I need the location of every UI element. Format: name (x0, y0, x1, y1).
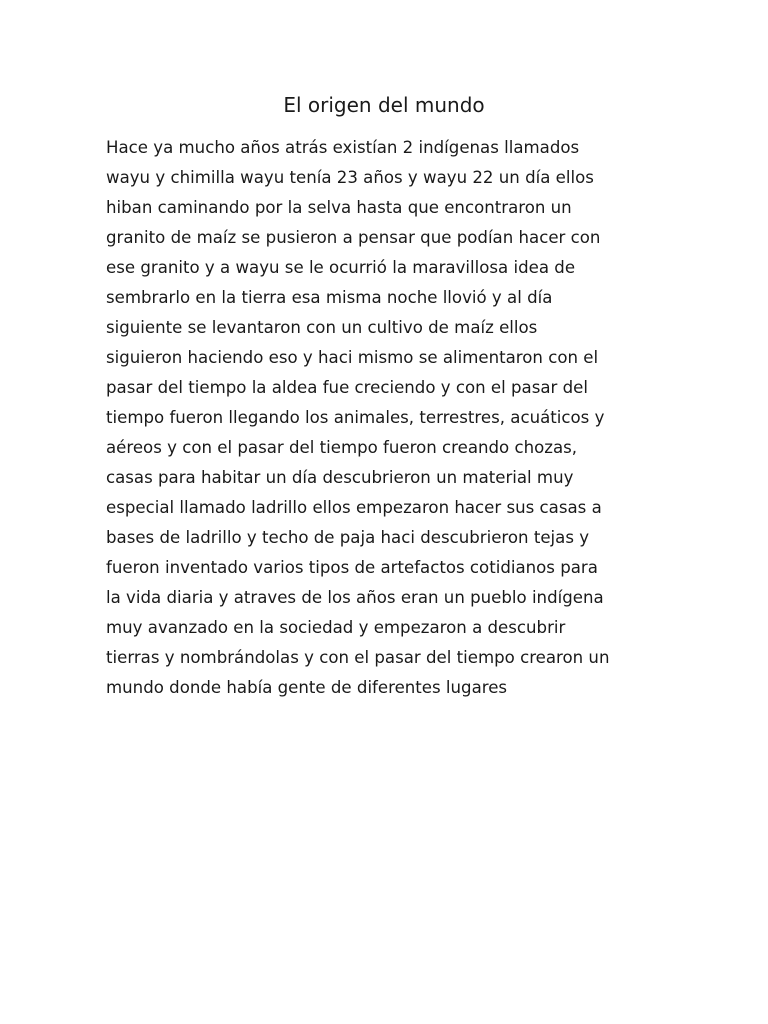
body-line: Hace ya mucho años atrás existían 2 indígenas llamados (106, 138, 580, 157)
document-body (106, 133, 666, 703)
body-line: wayu y chimilla wayu tenía 23 años y wayu 22 un día ellos (106, 168, 594, 187)
body-line: muy avanzado en la sociedad y empezaron a descubrir (106, 618, 566, 637)
body-line: granito de maíz se pusieron a pensar que podían hacer con (106, 228, 601, 247)
document-title: El origen del mundo (283, 93, 485, 117)
body-line: fueron inventado varios tipos de artefactos cotidianos para (106, 558, 598, 577)
body-line: ese granito y a wayu se le ocurrió la maravillosa idea de (106, 258, 576, 277)
body-line: mundo donde había gente de diferentes lugares (106, 678, 508, 697)
body-line: siguiente se levantaron con un cultivo de maíz ellos (106, 318, 538, 337)
body-line: sembrarlo en la tierra esa misma noche llovió y al día (106, 288, 553, 307)
body-line: aéreos y con el pasar del tiempo fueron creando chozas, (106, 438, 578, 457)
body-line: casas para habitar un día descubrieron un material muy (106, 468, 574, 487)
body-line: la vida diaria y atraves de los años eran un pueblo indígena (106, 588, 604, 607)
body-line: tierras y nombrándolas y con el pasar del tiempo crearon un (106, 648, 610, 667)
body-line: tiempo fueron llegando los animales, terrestres, acuáticos y (106, 408, 605, 427)
body-line: siguieron haciendo eso y haci mismo se alimentaron con el (106, 348, 599, 367)
body-line: pasar del tiempo la aldea fue creciendo y con el pasar del (106, 378, 588, 397)
body-line: hiban caminando por la selva hasta que encontraron un (106, 198, 572, 217)
body-line: especial llamado ladrillo ellos empezaron hacer sus casas a (106, 498, 602, 517)
body-line: bases de ladrillo y techo de paja haci descubrieron tejas y (106, 528, 590, 547)
